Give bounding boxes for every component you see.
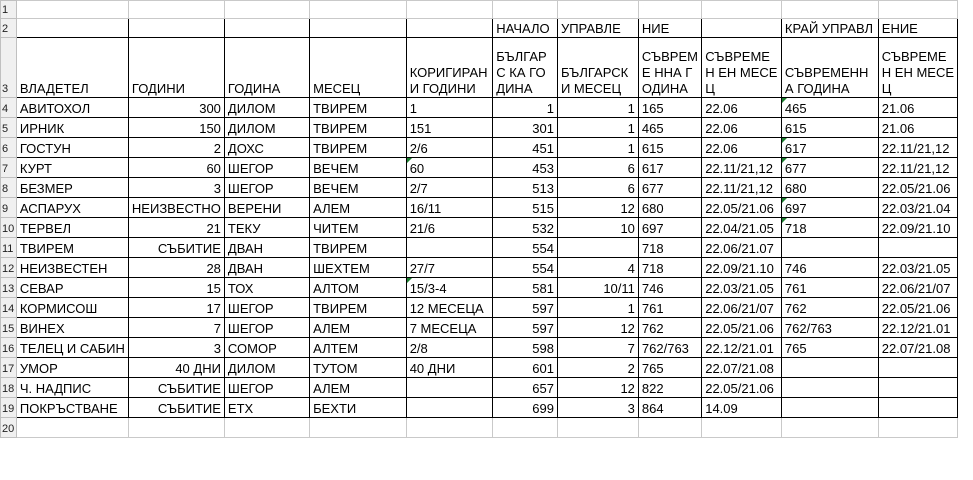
sheet-row [1, 198, 973, 218]
sheet-row [1, 258, 973, 278]
data-cell[interactable]: НЕИЗВЕСТНО [128, 198, 224, 218]
data-cell[interactable] [878, 238, 958, 258]
data-cell[interactable]: 1 [557, 298, 638, 318]
data-cell[interactable] [878, 358, 958, 378]
column-header-cell[interactable]: СЪВРЕМЕН ЕН МЕСЕЦ [702, 38, 782, 98]
data-cell[interactable]: УМОР [16, 358, 128, 378]
data-cell[interactable]: 22.11/21,12 [878, 158, 958, 178]
data-cell[interactable]: 761 [638, 298, 701, 318]
empty-cell[interactable] [958, 258, 973, 278]
data-cell[interactable]: ДВАН [224, 238, 309, 258]
sheet-row [1, 318, 973, 338]
data-cell[interactable]: 22.12/21.01 [702, 338, 782, 358]
header-cell[interactable] [702, 19, 782, 38]
data-cell[interactable]: 4 [557, 258, 638, 278]
row-header[interactable]: 6 [1, 138, 17, 158]
column-header-cell[interactable]: СЪВРЕМЕ ННА ГОДИНА [638, 38, 701, 98]
data-cell[interactable]: 21/6 [406, 218, 493, 238]
header-cell[interactable]: НИЕ [638, 19, 701, 38]
data-cell[interactable]: СОМОР [224, 338, 309, 358]
sheet-row [1, 138, 973, 158]
data-cell[interactable] [224, 1, 309, 19]
data-cell[interactable]: 7 [557, 338, 638, 358]
sheet-row [1, 238, 973, 258]
data-cell[interactable]: 28 [128, 258, 224, 278]
data-cell[interactable] [878, 1, 958, 19]
data-cell[interactable]: 581 [493, 278, 558, 298]
data-cell[interactable] [16, 418, 128, 438]
data-cell[interactable]: 822 [638, 378, 701, 398]
row-header[interactable]: 7 [1, 158, 17, 178]
column-header-cell[interactable]: ГОДИНА [224, 38, 309, 98]
data-cell[interactable]: НЕИЗВЕСТЕН [16, 258, 128, 278]
data-cell[interactable]: ВЕЧЕМ [310, 158, 407, 178]
data-cell[interactable]: 697 [638, 218, 701, 238]
sheet-row [1, 118, 973, 138]
row-header[interactable]: 16 [1, 338, 17, 358]
empty-cell[interactable] [958, 38, 973, 98]
data-cell[interactable]: ПОКРЪСТВАНЕ [16, 398, 128, 418]
data-cell[interactable]: 21 [128, 218, 224, 238]
data-cell[interactable]: ЕТХ [224, 398, 309, 418]
data-cell[interactable]: ТВИРЕМ [310, 118, 407, 138]
data-cell[interactable]: 532 [493, 218, 558, 238]
data-cell[interactable]: 746 [781, 258, 878, 278]
data-cell[interactable]: ШЕГОР [224, 378, 309, 398]
data-cell[interactable]: 165 [638, 98, 701, 118]
data-cell[interactable]: ВЕЧЕМ [310, 178, 407, 198]
data-cell[interactable]: 22.11/21,12 [702, 158, 782, 178]
row-header[interactable]: 10 [1, 218, 17, 238]
data-cell[interactable]: 22.04/21.05 [702, 218, 782, 238]
data-cell[interactable] [638, 418, 701, 438]
data-cell[interactable]: 1 [557, 138, 638, 158]
sheet-row [1, 218, 973, 238]
data-cell[interactable]: 22.06 [702, 98, 782, 118]
data-cell[interactable] [557, 418, 638, 438]
data-cell[interactable]: 762 [781, 298, 878, 318]
data-cell[interactable]: 3 [557, 398, 638, 418]
row-header[interactable]: 1 [1, 1, 17, 19]
data-cell[interactable]: 22.03/21.05 [702, 278, 782, 298]
sheet-row [1, 298, 973, 318]
data-cell[interactable]: 465 [781, 98, 878, 118]
data-cell[interactable] [406, 398, 493, 418]
data-cell[interactable]: ТЕКУ [224, 218, 309, 238]
sheet-row [1, 378, 973, 398]
data-cell[interactable]: 554 [493, 258, 558, 278]
data-cell[interactable]: 765 [638, 358, 701, 378]
empty-cell[interactable] [958, 398, 973, 418]
data-cell[interactable] [406, 378, 493, 398]
data-cell[interactable]: 6 [557, 178, 638, 198]
empty-cell[interactable] [958, 318, 973, 338]
row-header[interactable]: 8 [1, 178, 17, 198]
data-cell[interactable]: 1 [493, 98, 558, 118]
column-header-cell[interactable]: КОРИГИРАН И ГОДИНИ [406, 38, 493, 98]
data-cell[interactable]: 22.05/21.06 [702, 198, 782, 218]
data-cell[interactable]: ТУТОМ [310, 358, 407, 378]
data-cell[interactable]: 465 [638, 118, 701, 138]
data-cell[interactable]: 864 [638, 398, 701, 418]
data-cell[interactable]: 15 [128, 278, 224, 298]
data-cell[interactable]: АВИТОХОЛ [16, 98, 128, 118]
data-cell[interactable]: 453 [493, 158, 558, 178]
data-cell[interactable]: 300 [128, 98, 224, 118]
data-cell[interactable] [406, 238, 493, 258]
data-cell[interactable]: 513 [493, 178, 558, 198]
data-cell[interactable]: 2 [128, 138, 224, 158]
row-header[interactable]: 17 [1, 358, 17, 378]
data-cell[interactable]: 1 [557, 98, 638, 118]
data-cell[interactable]: 597 [493, 318, 558, 338]
column-header-cell[interactable]: БЪЛГАРСКИ МЕСЕЦ [557, 38, 638, 98]
column-header-cell[interactable]: ГОДИНИ [128, 38, 224, 98]
data-cell[interactable]: АЛТОМ [310, 278, 407, 298]
data-cell[interactable]: ТОХ [224, 278, 309, 298]
data-cell[interactable]: 12 [557, 198, 638, 218]
empty-cell[interactable] [958, 98, 973, 118]
sheet-row [1, 98, 973, 118]
sheet-row [1, 38, 973, 98]
data-cell[interactable]: 22.03/21.04 [878, 198, 958, 218]
data-cell[interactable]: ИРНИК [16, 118, 128, 138]
data-cell[interactable]: 615 [781, 118, 878, 138]
data-cell[interactable]: СЪБИТИЕ [128, 378, 224, 398]
data-cell[interactable]: 765 [781, 338, 878, 358]
data-cell[interactable]: 598 [493, 338, 558, 358]
data-cell[interactable]: АСПАРУХ [16, 198, 128, 218]
data-cell[interactable]: ВЕРЕНИ [224, 198, 309, 218]
data-cell[interactable] [310, 1, 407, 19]
data-cell[interactable]: АЛЕМ [310, 378, 407, 398]
data-cell[interactable] [781, 1, 878, 19]
empty-cell[interactable] [958, 278, 973, 298]
data-cell[interactable]: 680 [781, 178, 878, 198]
data-cell[interactable] [702, 418, 782, 438]
sheet-row [1, 338, 973, 358]
data-cell[interactable]: 1 [406, 98, 493, 118]
data-cell[interactable] [781, 358, 878, 378]
data-cell[interactable]: ЧИТЕМ [310, 218, 407, 238]
data-cell[interactable] [310, 418, 407, 438]
data-cell[interactable]: СЕВАР [16, 278, 128, 298]
data-cell[interactable]: 680 [638, 198, 701, 218]
data-cell[interactable]: ТЕРВЕЛ [16, 218, 128, 238]
data-cell[interactable]: ДИЛОМ [224, 358, 309, 378]
data-cell[interactable]: 22.06/21.07 [702, 238, 782, 258]
data-cell[interactable]: АЛЕМ [310, 318, 407, 338]
header-cell[interactable]: ЕНИЕ [878, 19, 958, 38]
data-cell[interactable]: 2 [557, 358, 638, 378]
data-cell[interactable]: 762/763 [781, 318, 878, 338]
data-cell[interactable]: 14.09 [702, 398, 782, 418]
empty-cell[interactable] [958, 1, 973, 19]
data-cell[interactable]: 12 [557, 318, 638, 338]
data-cell[interactable]: 762/763 [638, 338, 701, 358]
data-cell[interactable]: ШЕГОР [224, 178, 309, 198]
data-cell[interactable]: 10/11 [557, 278, 638, 298]
data-cell[interactable]: 718 [781, 218, 878, 238]
data-cell[interactable] [781, 378, 878, 398]
row-header[interactable]: 12 [1, 258, 17, 278]
data-cell[interactable] [128, 418, 224, 438]
data-cell[interactable]: 22.05/21.06 [878, 178, 958, 198]
data-cell[interactable]: 40 ДНИ [128, 358, 224, 378]
data-cell[interactable]: 2/8 [406, 338, 493, 358]
data-cell[interactable]: 22.06/21/07 [702, 298, 782, 318]
data-cell[interactable] [16, 1, 128, 19]
data-cell[interactable]: 22.11/21,12 [878, 138, 958, 158]
data-cell[interactable]: ШЕГОР [224, 318, 309, 338]
row-header[interactable]: 4 [1, 98, 17, 118]
data-cell[interactable]: ДВАН [224, 258, 309, 278]
empty-cell[interactable] [958, 418, 973, 438]
data-cell[interactable]: ТВИРЕМ [16, 238, 128, 258]
row-header[interactable]: 11 [1, 238, 17, 258]
data-cell[interactable]: АЛТЕМ [310, 338, 407, 358]
data-cell[interactable] [638, 1, 701, 19]
data-cell[interactable]: 3 [128, 178, 224, 198]
header-cell[interactable] [128, 19, 224, 38]
sheet-row [1, 158, 973, 178]
data-cell[interactable]: БЕЗМЕР [16, 178, 128, 198]
data-cell[interactable]: 762 [638, 318, 701, 338]
data-cell[interactable] [406, 1, 493, 19]
data-cell[interactable] [878, 398, 958, 418]
empty-cell[interactable] [958, 298, 973, 318]
data-cell[interactable]: 12 [557, 378, 638, 398]
row-header[interactable]: 5 [1, 118, 17, 138]
data-cell[interactable] [224, 418, 309, 438]
data-cell[interactable] [878, 378, 958, 398]
data-cell[interactable]: 7 [128, 318, 224, 338]
data-cell[interactable]: 150 [128, 118, 224, 138]
header-cell[interactable]: УПРАВЛЕ [557, 19, 638, 38]
header-cell[interactable] [224, 19, 309, 38]
data-cell[interactable]: 617 [638, 158, 701, 178]
data-cell[interactable]: КУРТ [16, 158, 128, 178]
data-cell[interactable]: 22.06/21/07 [878, 278, 958, 298]
data-cell[interactable]: 22.06 [702, 118, 782, 138]
data-cell[interactable] [878, 418, 958, 438]
data-cell[interactable]: 22.09/21.10 [702, 258, 782, 278]
sheet-row [1, 418, 973, 438]
data-cell[interactable] [128, 1, 224, 19]
empty-cell[interactable] [958, 178, 973, 198]
data-cell[interactable]: 22.11/21,12 [702, 178, 782, 198]
data-cell[interactable]: 7 МЕСЕЦА [406, 318, 493, 338]
data-cell[interactable]: 22.06 [702, 138, 782, 158]
data-cell[interactable]: СЪБИТИЕ [128, 398, 224, 418]
data-cell[interactable]: ГОСТУН [16, 138, 128, 158]
data-cell[interactable]: 1 [557, 118, 638, 138]
data-cell[interactable]: 22.09/21.10 [878, 218, 958, 238]
data-cell[interactable] [493, 1, 558, 19]
row-header[interactable]: 9 [1, 198, 17, 218]
data-cell[interactable]: 761 [781, 278, 878, 298]
data-cell[interactable]: 22.05/21.06 [702, 378, 782, 398]
data-cell[interactable] [557, 1, 638, 19]
data-cell[interactable]: 60 [128, 158, 224, 178]
row-header[interactable]: 19 [1, 398, 17, 418]
data-cell[interactable]: СЪБИТИЕ [128, 238, 224, 258]
data-cell[interactable]: 16/11 [406, 198, 493, 218]
data-cell[interactable]: 22.07/21.08 [878, 338, 958, 358]
data-cell[interactable] [702, 1, 782, 19]
column-header-cell[interactable]: ВЛАДЕТЕЛ [16, 38, 128, 98]
data-cell[interactable]: 27/7 [406, 258, 493, 278]
data-cell[interactable]: ТЕЛЕЦ И САБИН [16, 338, 128, 358]
data-cell[interactable]: 17 [128, 298, 224, 318]
data-cell[interactable]: 677 [781, 158, 878, 178]
data-cell[interactable]: 2/6 [406, 138, 493, 158]
row-header[interactable]: 15 [1, 318, 17, 338]
data-cell[interactable]: 657 [493, 378, 558, 398]
header-cell[interactable]: НАЧАЛО [493, 19, 558, 38]
column-header-cell[interactable]: СЪВРЕМЕН ЕН МЕСЕЦ [878, 38, 958, 98]
header-cell[interactable]: КРАЙ УПРАВЛ [781, 19, 878, 38]
data-cell[interactable]: 21.06 [878, 98, 958, 118]
data-cell[interactable]: 617 [781, 138, 878, 158]
data-cell[interactable]: 21.06 [878, 118, 958, 138]
data-cell[interactable]: 515 [493, 198, 558, 218]
empty-cell[interactable] [958, 338, 973, 358]
data-cell[interactable]: 12 МЕСЕЦА [406, 298, 493, 318]
data-cell[interactable]: ДОХС [224, 138, 309, 158]
data-cell[interactable] [493, 418, 558, 438]
data-cell[interactable] [557, 238, 638, 258]
sheet-row [1, 398, 973, 418]
row-header[interactable]: 18 [1, 378, 17, 398]
data-cell[interactable]: 6 [557, 158, 638, 178]
data-cell[interactable]: 718 [638, 238, 701, 258]
data-cell[interactable]: ТВИРЕМ [310, 98, 407, 118]
data-cell[interactable]: ВИНЕХ [16, 318, 128, 338]
row-header[interactable]: 2 [1, 19, 17, 38]
data-cell[interactable]: ТВИРЕМ [310, 138, 407, 158]
column-header-cell[interactable]: МЕСЕЦ [310, 38, 407, 98]
row-header[interactable]: 14 [1, 298, 17, 318]
data-cell[interactable]: 554 [493, 238, 558, 258]
sheet-row [1, 19, 973, 38]
row-header[interactable]: 13 [1, 278, 17, 298]
data-cell[interactable]: 22.12/21.01 [878, 318, 958, 338]
data-cell[interactable]: ТВИРЕМ [310, 238, 407, 258]
empty-cell[interactable] [958, 378, 973, 398]
data-cell[interactable]: 40 ДНИ [406, 358, 493, 378]
data-cell[interactable] [781, 238, 878, 258]
header-cell[interactable] [16, 19, 128, 38]
data-cell[interactable]: 2/7 [406, 178, 493, 198]
data-cell[interactable]: 10 [557, 218, 638, 238]
data-cell[interactable]: Ч. НАДПИС [16, 378, 128, 398]
data-cell[interactable]: 301 [493, 118, 558, 138]
empty-cell[interactable] [958, 158, 973, 178]
sheet-row [1, 1, 973, 19]
data-cell[interactable]: ДИЛОМ [224, 118, 309, 138]
empty-cell[interactable] [958, 198, 973, 218]
data-cell[interactable]: 22.05/21.06 [702, 318, 782, 338]
sheet-row [1, 178, 973, 198]
column-header-cell[interactable]: БЪЛГАРС КА ГОДИНА [493, 38, 558, 98]
data-cell[interactable]: ДИЛОМ [224, 98, 309, 118]
data-cell[interactable]: 615 [638, 138, 701, 158]
data-cell[interactable]: 151 [406, 118, 493, 138]
data-cell[interactable] [781, 418, 878, 438]
data-cell[interactable]: 22.05/21.06 [878, 298, 958, 318]
data-cell[interactable]: 597 [493, 298, 558, 318]
empty-cell[interactable] [958, 138, 973, 158]
data-cell[interactable]: 22.07/21.08 [702, 358, 782, 378]
data-cell[interactable]: ТВИРЕМ [310, 298, 407, 318]
data-cell[interactable] [406, 418, 493, 438]
empty-cell[interactable] [958, 19, 973, 38]
column-header-cell[interactable]: СЪВРЕМЕННА ГОДИНА [781, 38, 878, 98]
header-cell[interactable] [406, 19, 493, 38]
data-cell[interactable] [781, 398, 878, 418]
sheet-row [1, 278, 973, 298]
data-cell[interactable]: 697 [781, 198, 878, 218]
data-cell[interactable]: 15/3-4 [406, 278, 493, 298]
row-header[interactable]: 3 [1, 38, 17, 98]
data-cell[interactable]: 746 [638, 278, 701, 298]
data-cell[interactable]: 677 [638, 178, 701, 198]
data-cell[interactable]: 22.03/21.05 [878, 258, 958, 278]
data-cell[interactable]: 60 [406, 158, 493, 178]
header-cell[interactable] [310, 19, 407, 38]
data-cell[interactable]: 699 [493, 398, 558, 418]
empty-cell[interactable] [958, 358, 973, 378]
data-cell[interactable]: 451 [493, 138, 558, 158]
sheet-row [1, 358, 973, 378]
empty-cell[interactable] [958, 118, 973, 138]
data-cell[interactable]: 718 [638, 258, 701, 278]
data-cell[interactable]: 3 [128, 338, 224, 358]
data-cell[interactable]: КОРМИСОШ [16, 298, 128, 318]
empty-cell[interactable] [958, 238, 973, 258]
empty-cell[interactable] [958, 218, 973, 238]
data-cell[interactable]: БЕХТИ [310, 398, 407, 418]
data-cell[interactable]: ШЕГОР [224, 298, 309, 318]
data-cell[interactable]: ШЕХТЕМ [310, 258, 407, 278]
data-cell[interactable]: АЛЕМ [310, 198, 407, 218]
data-cell[interactable]: 601 [493, 358, 558, 378]
data-cell[interactable]: ШЕГОР [224, 158, 309, 178]
row-header[interactable]: 20 [1, 418, 17, 438]
